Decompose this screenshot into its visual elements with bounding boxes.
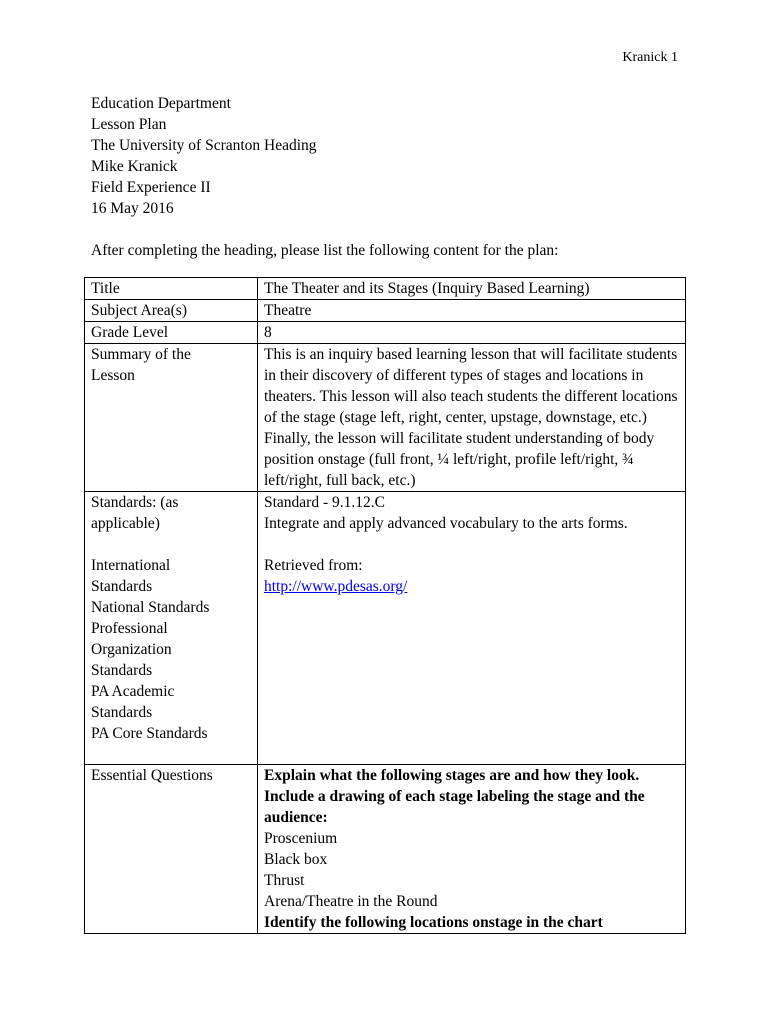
subject-value: Theatre <box>258 300 686 322</box>
table-row-subject <box>85 300 686 322</box>
table-row-standards <box>85 492 686 765</box>
standards-list-item: International <box>91 557 171 574</box>
grade-label: Grade Level <box>85 322 258 344</box>
retrieved-from-label: Retrieved from: <box>264 557 363 574</box>
stage-item: Arena/Theatre in the Round <box>264 893 438 910</box>
table-row-essential-questions <box>85 765 686 934</box>
standards-list-item: Standards <box>91 704 153 721</box>
standards-list-item: Professional <box>91 620 168 637</box>
standards-list-item: PA Academic <box>91 683 175 700</box>
heading-document-type: Lesson Plan <box>91 116 167 133</box>
standards-list-item: Organization <box>91 641 172 658</box>
heading-department: Education Department <box>91 95 231 112</box>
standards-label <box>85 492 258 765</box>
standards-list-item: National Standards <box>91 599 210 616</box>
table-row-title <box>85 278 686 300</box>
grade-value: 8 <box>258 322 686 344</box>
lesson-plan-table <box>84 277 686 934</box>
standard-text: Integrate and apply advanced vocabulary to the arts forms. <box>264 515 628 532</box>
summary-label-line-1: Summary of the <box>91 346 191 363</box>
summary-label <box>85 344 258 492</box>
stage-item: Thrust <box>264 872 305 889</box>
essential-label: Essential Questions <box>85 765 258 934</box>
subject-label: Subject Area(s) <box>85 300 258 322</box>
heading-block <box>91 93 317 219</box>
table-row-grade <box>85 322 686 344</box>
heading-author: Mike Kranick <box>91 158 178 175</box>
standard-id: Standard - 9.1.12.C <box>264 494 385 511</box>
standards-list-item: Standards <box>91 662 153 679</box>
stage-item: Proscenium <box>264 830 338 847</box>
page-number: Kranick 1 <box>622 50 678 65</box>
heading-course: Field Experience II <box>91 179 211 196</box>
pdesas-link[interactable]: http://www.pdesas.org/ <box>264 578 408 595</box>
essential-value <box>258 765 686 934</box>
standards-value <box>258 492 686 765</box>
title-value: The Theater and its Stages (Inquiry Based Learning) <box>258 278 686 300</box>
standards-list-item: Standards <box>91 578 153 595</box>
standards-label-line-1: Standards: (as <box>91 494 179 511</box>
essential-intro: Explain what the following stages are and how they look. Include a drawing of each stage labeling the stage and the audience: <box>264 767 645 826</box>
essential-closing: Identify the following locations onstage in the chart <box>264 914 603 931</box>
title-label: Title <box>85 278 258 300</box>
standards-list-item: PA Core Standards <box>91 725 208 742</box>
intro-instruction: After completing the heading, please list the following content for the plan: <box>91 242 559 259</box>
stage-item: Black box <box>264 851 328 868</box>
heading-date: 16 May 2016 <box>91 200 174 217</box>
table-row-summary <box>85 344 686 492</box>
heading-university: The University of Scranton Heading <box>91 137 317 154</box>
standards-label-line-2: applicable) <box>91 515 160 532</box>
summary-value: This is an inquiry based learning lesson that will facilitate students in their discovery of different types of stages and locations in theaters. This lesson will also teach students the different locations of the stage (stage left, right, center, upstage, downstage, etc.) Finally, the lesson will facilitate student understanding of body position onstage (full front, ¼ left/right, profile left/right, ¾ left/right, full back, etc.) <box>258 344 686 492</box>
summary-label-line-2: Lesson <box>91 367 135 384</box>
